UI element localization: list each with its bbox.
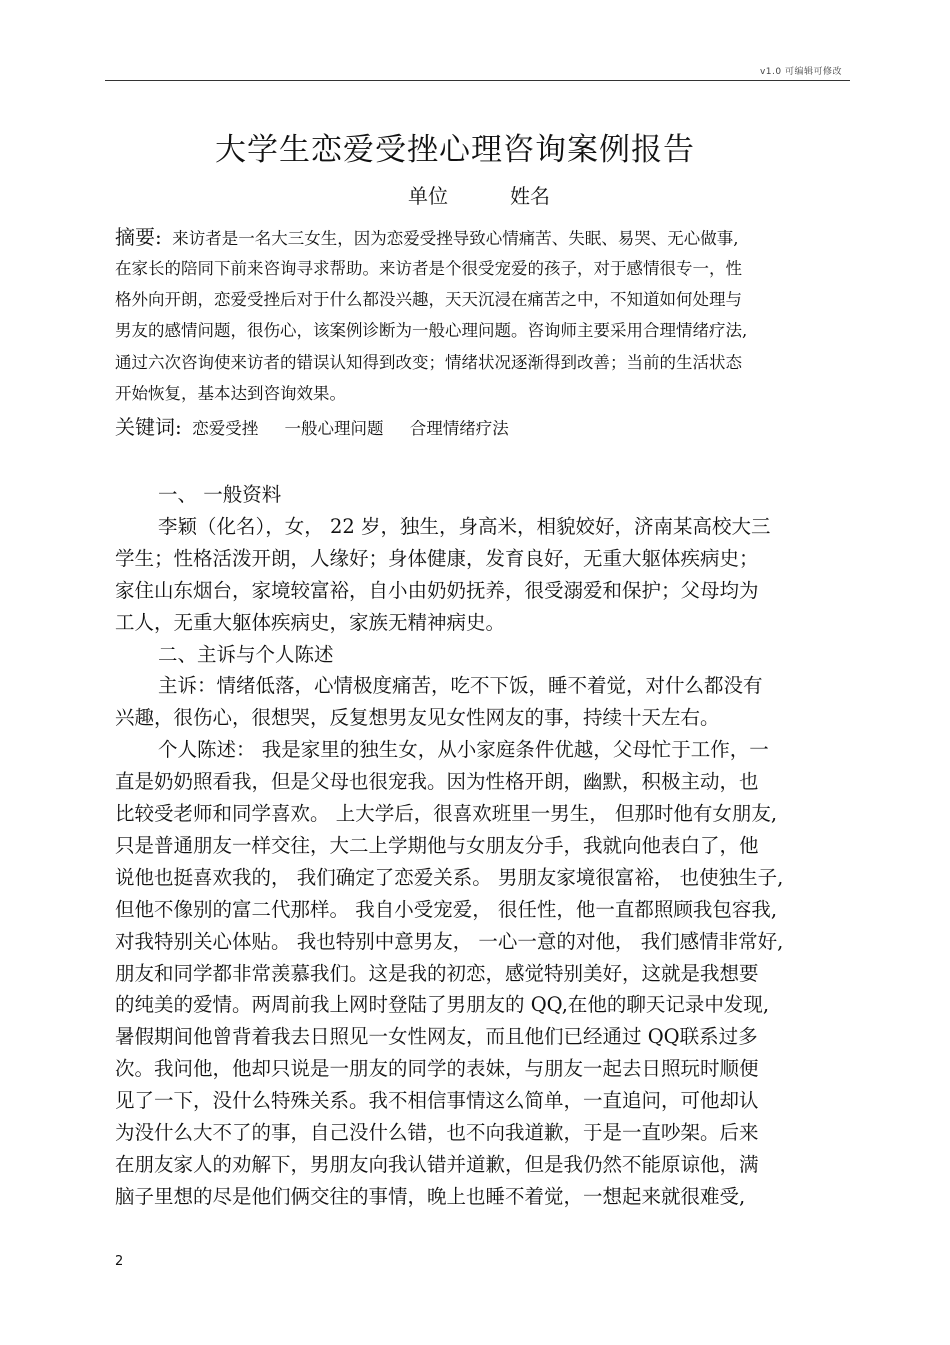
body-line: 直是奶奶照看我，但是父母也很宠我。因为性格开朗，幽默，积极主动，也 bbox=[115, 770, 759, 794]
body-line: 李颖（化名），女， 22 岁，独生，身高米，相貌姣好，济南某高校大三 bbox=[158, 514, 771, 538]
body-line: 脑子里想的尽是他们俩交往的事情，晚上也睡不着觉，一想起来就很难受, bbox=[115, 1184, 746, 1208]
body-line: 家住山东烟台，家境较富裕，自小由奶奶抚养，很受溺爱和保护；父母均为 bbox=[115, 578, 759, 602]
abstract-line: 格外向开朗，恋爱受挫后对于什么都没兴趣，天天沉浸在痛苦之中，不知道如何处理与 bbox=[115, 290, 742, 309]
section-heading: 一、 一般资料 bbox=[158, 483, 282, 506]
header-rule bbox=[105, 80, 850, 81]
body-line: 次。我问他，他却只说是一朋友的同学的表妹，与朋友一起去日照玩时顺便 bbox=[115, 1057, 759, 1081]
body-line: 暑假期间他曾背着我去日照见一女性网友，而且他们已经通过 QQ联系过多 bbox=[115, 1025, 758, 1049]
body-line: 的纯美的爱情。两周前我上网时登陆了男朋友的 QQ,在他的聊天记录中发现, bbox=[115, 993, 770, 1017]
body-line: 只是普通朋友一样交往，大二上学期他与女朋友分手，我就向他表白了，他 bbox=[115, 833, 759, 857]
keywords-line bbox=[115, 411, 825, 445]
keyword: 一般心理问题 bbox=[284, 419, 384, 438]
abstract-line: 男友的感情问题，很伤心，该案例诊断为一般心理问题。咨询师主要采用合理情绪疗法, bbox=[115, 321, 748, 340]
body-line: 工人，无重大躯体疾病史，家族无精神病史。 bbox=[115, 610, 506, 634]
abstract-line: 开始恢复，基本达到咨询效果。 bbox=[115, 384, 346, 403]
abstract-line: 在家长的陪同下前来咨询寻求帮助。来访者是个很受宠爱的孩子，对于感情很专一，性 bbox=[115, 259, 742, 278]
keyword: 恋爱受挫 bbox=[192, 419, 259, 438]
section-heading: 二、主诉与个人陈述 bbox=[158, 642, 334, 666]
page-number: 2 bbox=[115, 1254, 124, 1269]
abstract-line: 通过六次咨询使来访者的错误认知得到改变；情绪状况逐渐得到改善；当前的生活状态 bbox=[115, 353, 742, 372]
body-line: 主诉：情绪低落，心情极度痛苦，吃不下饭，睡不着觉，对什么都没有 bbox=[158, 674, 763, 698]
document-title: 大学生恋爱受挫心理咨询案例报告 bbox=[215, 132, 695, 168]
header-version-text: v1.0 可编辑可修改 bbox=[759, 67, 842, 77]
body-line: 朋友和同学都非常羡慕我们。这是我的初恋，感觉特别美好，这就是我想要 bbox=[115, 961, 759, 985]
body-line: 比较受老师和同学喜欢。 上大学后，很喜欢班里一男生， 但那时他有女朋友, bbox=[115, 802, 778, 825]
body-line: 但他不像别的富二代那样。 我自小受宠爱， 很任性，他一直都照顾我包容我, bbox=[115, 897, 778, 921]
body-line: 说他也挺喜欢我的， 我们确定了恋爱关系。 男朋友家境很富裕， 也使独生子, bbox=[115, 865, 784, 889]
byline-unit: 单位 bbox=[408, 184, 448, 208]
abstract-line: 摘要: 来访者是一名大三女生，因为恋爱受挫导致心情痛苦、失眠、易哭、无心做事, bbox=[115, 225, 739, 249]
body-line: 学生；性格活泼开朗，人缘好；身体健康，发育良好，无重大躯体疾病史； bbox=[115, 546, 759, 570]
body-line: 对我特别关心体贴。 我也特别中意男友， 一心一意的对他， 我们感情非常好, bbox=[115, 929, 784, 953]
keyword: 合理情绪疗法 bbox=[409, 419, 509, 438]
body-line: 为没什么大不了的事，自己没什么错，也不向我道歉，于是一直吵架。后来 bbox=[115, 1121, 759, 1144]
byline-name: 姓名 bbox=[510, 184, 550, 208]
abstract-label: 摘要: bbox=[115, 225, 162, 249]
body-line: 个人陈述： 我是家里的独生女，从小家庭条件优越，父母忙于工作，一 bbox=[158, 738, 769, 762]
body-line: 在朋友家人的劝解下，男朋友向我认错并道歉，但是我仍然不能原谅他，满 bbox=[115, 1152, 759, 1176]
body-line: 兴趣，很伤心，很想哭，反复想男友见女性网友的事，持续十天左右。 bbox=[115, 706, 720, 730]
keywords-label: 关键词: bbox=[115, 415, 182, 439]
body-line: 见了一下，没什么特殊关系。我不相信事情这么简单，一直追问，可他却认 bbox=[115, 1089, 759, 1113]
